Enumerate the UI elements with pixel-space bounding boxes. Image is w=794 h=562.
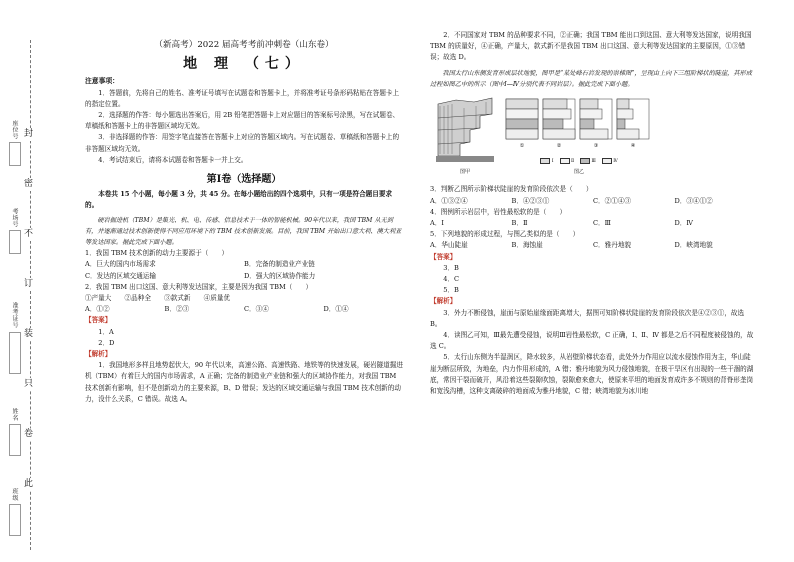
section-title: 第Ⅰ卷（选择题） (206, 174, 282, 186)
binding-dashed-line (30, 40, 31, 550)
analysis-text: 2．不同国家对 TBM 的品种要求不同，②正确；我国 TBM 能出口到这国、意大利等发达国家，说明我国 TBM 的质量好，④正确，产量大，款式新不是我国 TBM 出口这国、意大利等发达国家的主要原因，①③错误；故选 D。 (430, 31, 752, 62)
figure-yi (504, 97, 654, 179)
admission-number-box[interactable] (9, 332, 21, 374)
option-c[interactable]: C．Ⅲ (593, 219, 611, 228)
binding-char: 不 (24, 229, 34, 239)
answer-item: 3．B (443, 263, 459, 272)
figure-block (436, 94, 756, 178)
notice-item: 2．选择题的作答：每小题选出答案后，用 2B 铅笔把答题卡上对应题目的答案标号涂黑，写在试题卷、草稿纸和答题卡上的非答题区域均无效。 (85, 111, 400, 131)
right-column (430, 30, 756, 397)
question-5-stem: 5．下列地貌的形成过程，与图乙类似的是（ ） (430, 230, 580, 239)
answer-item: 4．C (443, 275, 460, 284)
answer-item: 1．A (98, 327, 114, 336)
answer-label: 【答案】 (85, 316, 112, 325)
cliff-photo-illustration (436, 94, 494, 162)
option-d[interactable]: D．峡湾地貌 (674, 241, 713, 250)
answer-item: 5．B (443, 286, 459, 295)
option-c[interactable]: C．③④ (244, 305, 269, 314)
answer-label: 【答案】 (430, 252, 457, 261)
material-1: 硬岩掘进机（TBM）是集光、机、电、传感、信息技术于一体的智能机械。90年代以来，我国 TBM 从无到有，并逐渐通过技术创新使得不同应用环境下的 TBM 技术创新发展。目前，我国 TBM 开始出口意大利、澳大利亚等发达国家。据此完成下面小题。 (85, 216, 402, 247)
question-2-options (85, 304, 403, 315)
option-a[interactable]: A．①③②④ (430, 196, 468, 205)
paper-title: 地 理 （七） (183, 56, 305, 73)
section-intro: 本卷共 15 个小题，每小题 3 分，共 45 分。在每小题给出的四个选项中，只有一项是符合题目要求的。 (85, 190, 393, 210)
option-b[interactable]: B．②③ (164, 305, 190, 314)
exam-room-label: 考场号 (11, 208, 18, 228)
option-d[interactable]: D．Ⅳ (674, 219, 693, 228)
seat-number-label: 座位号 (11, 120, 18, 140)
legend-item: Ⅲ (580, 156, 596, 167)
analysis-label: 【解析】 (85, 350, 112, 359)
analysis-text: 3．外力不断侵蚀，崖面与原始崖缘面距离增大，据图可知阶梯状陡崖的发育阶段依次是④②③①，故选 B。 (430, 308, 745, 328)
option-b[interactable]: B．完备的制造业产业链 (244, 260, 315, 269)
binding-char: 密 (24, 179, 34, 189)
option-a[interactable]: A．华山陡崖 (430, 241, 468, 250)
legend-item: Ⅰ (540, 156, 553, 167)
analysis-text: 1．我国地形多样且地势起伏大，90 年代以来，高速公路、高速铁路、地铁等的快速发展，硬岩隧道掘进机（TBM）有着巨大的国内市场需求，A 正确；完备的制造业产业链和强大的区域协作能力，对我国 TBM 技术创新有影响，但不是创新动力的主要来源，B、D 错误；发达的区域交通运输与我国 TBM 技术创新的动力，没什么关系，C 错误。故选 A。 (85, 361, 403, 403)
option-a[interactable]: A．巨大的国内市场需求 (85, 260, 156, 269)
name-box[interactable] (9, 424, 21, 456)
question-2-items: ①产量大 ②品种全 ③款式新 ④质量优 (85, 294, 231, 303)
notice-item: 3．非选择题的作答：用签字笔直接答在答题卡上对应的答题区域内。写在试题卷、草稿纸和答题卡上的非答题区域均无效。 (85, 133, 400, 153)
figure-yi-caption: 图乙 (573, 169, 584, 176)
svg-text:②: ② (556, 142, 562, 149)
option-d[interactable]: D．③④①② (674, 196, 713, 205)
binding-strip (6, 40, 54, 550)
svg-text:④: ④ (630, 142, 636, 149)
binding-char: 卷 (24, 429, 34, 439)
question-3-options (430, 196, 756, 207)
notice-item: 1．答题前，先将自己的姓名、准考证号填写在试题卷和答题卡上，并将准考证号条形码粘贴在答题卡上的指定位置。 (85, 88, 400, 108)
analysis-label: 【解析】 (430, 297, 457, 306)
option-d[interactable]: D．强大的区域协作能力 (244, 271, 316, 280)
legend-item: Ⅱ (560, 156, 575, 167)
option-d[interactable]: D．①④ (323, 305, 349, 314)
option-a[interactable]: A．Ⅰ (430, 219, 444, 228)
notice-item: 4．考试结束后，请将本试题卷和答题卡一并上交。 (98, 155, 248, 164)
svg-text:①: ① (519, 142, 525, 149)
cliff-stages-diagram (504, 97, 654, 149)
seat-number-box[interactable] (9, 142, 21, 166)
option-c[interactable]: C．②①④③ (593, 196, 632, 205)
material-2: 我国太行山东侧发育形成层状地貌，图甲是“某处峰石岩发现的崇梯图”，呈现由上向下三组阶梯状的陡崖，其形成过程如图乙中的所示（图中Ⅰ—Ⅳ分别代表不同岩层）。据此完成下面小题。 (430, 69, 752, 88)
binding-char: 封 (24, 129, 34, 139)
question-1-options (85, 259, 403, 281)
figure-jia-caption: 图甲 (459, 169, 470, 176)
option-b[interactable]: B．海蚀崖 (511, 241, 543, 250)
answer-item: 2．D (98, 338, 115, 347)
figure-legend (504, 156, 654, 167)
admission-number-label: 准考证号 (11, 302, 18, 328)
left-column (85, 40, 403, 405)
class-label: 班级 (11, 488, 18, 501)
option-c[interactable]: C．发达的区域交通运输 (85, 271, 156, 280)
binding-char: 此 (24, 479, 34, 489)
analysis-text: 5．太行山东侧为半湿润区，降水较多，从岩壁阶梯状态看，此处外力作用应以流水侵蚀作用为主，华山陡崖为断层所致，为地垒，内力作用形成的，A 错；雅丹地貌为风力侵蚀地貌，在极干旱区有出现的一些干涸的湖底，常因干裂而破开，风沿着这些裂隙吹蚀，裂隙愈来愈大，使原来平坦的地面发育成许多不规则的背脊形垄岗和宽浅沟槽，这种支离破碎的地面成为雅丹地貌，C 错；峡湾地貌为冰川地 (430, 353, 754, 396)
question-5-options (430, 240, 756, 251)
notice-title: 注意事项： (85, 77, 119, 86)
binding-char: 装 (24, 329, 34, 339)
question-4-stem: 4．图例所示岩层中，岩性最松软的是（ ） (430, 207, 567, 216)
question-2-stem: 2．我国 TBM 出口这国、意大利等发达国家，主要是因为我国 TBM（ ） (85, 282, 313, 291)
question-1-stem: 1．我国 TBM 技术创新的动力主要源于（ ） (85, 249, 229, 258)
analysis-text: 4．读图乙可知，Ⅲ最先遭受侵蚀，说明Ⅲ岩性最松软，C 正确，Ⅰ、Ⅱ、Ⅳ 都是之后不同程度被侵蚀的，故选 C。 (430, 331, 754, 351)
option-b[interactable]: B．④②③① (511, 196, 550, 205)
exam-header: （新高考）2022 届高考考前冲刺卷（山东卷） (154, 40, 334, 50)
binding-char: 只 (24, 379, 34, 389)
question-3-stem: 3．判断乙图所示阶梯状陡崖的发育阶段依次是（ ） (430, 185, 593, 194)
question-4-options (430, 218, 756, 229)
option-a[interactable]: A．①② (85, 305, 110, 314)
svg-text:③: ③ (593, 142, 599, 149)
class-box[interactable] (9, 504, 21, 536)
name-label: 姓名 (11, 408, 18, 421)
legend-item: Ⅳ (602, 156, 618, 167)
binding-char: 订 (24, 279, 34, 289)
exam-room-box[interactable] (9, 230, 21, 254)
figure-jia (436, 94, 494, 178)
option-c[interactable]: C．雅丹地貌 (593, 241, 632, 250)
option-b[interactable]: B．Ⅱ (511, 219, 528, 228)
